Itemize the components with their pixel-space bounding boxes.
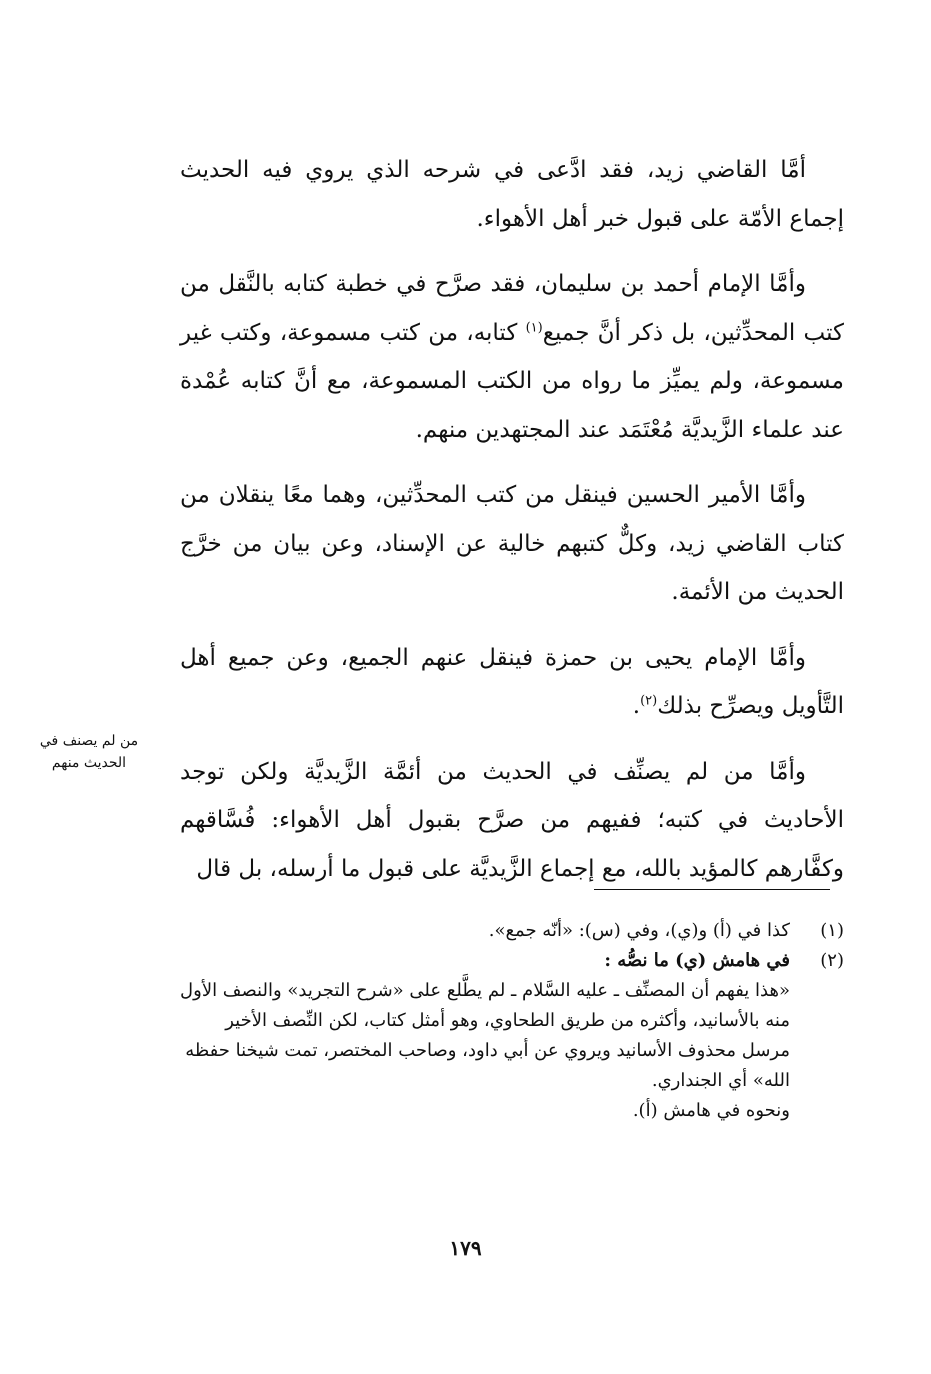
- paragraph-text: .: [632, 693, 641, 719]
- paragraph-text: وأمَّا الإمام يحيى بن حمزة فينقل عنهم الجميع، وعن جميع أهل التَّأويل ويصرِّح بذلك: [180, 644, 844, 719]
- margin-note-line: الحديث منهم: [51, 755, 127, 771]
- paragraph-text: كتابه، من كتب مسموعة، وكتب غير مسموعة، ولم يميِّز ما رواه من الكتب المسموعة، مع أنَّ كتابه عُمْدة عند علماء الزَّيديَّة مُعْتَمَد عند المجتهدين منهم.: [180, 319, 844, 443]
- margin-note-line: من لم يصنف في: [39, 733, 139, 749]
- paragraph-text: وأمَّا الإمام أحمد بن سليمان، فقد صرَّح في خطبة كتابه بالنَّقل من كتب المحدِّثين، بل ذكر أنَّ جميع: [180, 271, 844, 346]
- paragraph-1: [180, 146, 844, 243]
- footnote-number: (١): [820, 920, 844, 941]
- page-number: ١٧٩: [449, 1236, 482, 1260]
- margin-note: [14, 730, 164, 774]
- paragraph-2: [180, 260, 844, 454]
- main-text: [180, 146, 844, 893]
- paragraph-3: [180, 471, 844, 617]
- paragraph-text: وأمَّا من لم يصنِّف في الحديث من أئمَّة الزَّيديَّة ولكن توجد الأحاديث في كتبه؛ ففيهم من صرَّح بقبول أهل الأهواء: فُسَّاقهم وكفَّارهم كالمؤيد بالله، مع إجماع الزَّيديَّة على قبول ما أرسله، بل قال: [180, 758, 844, 882]
- footnote-ref-1: (١): [525, 319, 543, 335]
- footnote-number: (٢): [820, 950, 844, 971]
- footnote-heading: في هامش (ي) ما نصُّه :: [604, 950, 790, 971]
- paragraph-5: [180, 748, 844, 894]
- footnote-text: كذا في (أ) و(ي)، وفي (س): «أنّه جمع».: [488, 920, 790, 941]
- footnote-divider: [594, 889, 830, 890]
- footnote-2: [180, 946, 844, 976]
- footnote-ref-2: (٢): [640, 693, 658, 709]
- footnotes: [180, 916, 844, 1126]
- footnote-quote: «هذا يفهم أن المصنِّف ـ عليه السَّلام ـ لم يطَّلع على «شرح التجريد» والنصف الأول منه بالأسانيد، وأكثره من طريق الطحاوي، وهو أمثل كتاب، لكن النِّصف الأخير مرسل محذوف الأسانيد ويروي عن أبي داود، وصاحب المختصر، تمت شيخنا حفظه الله» أي الجنداري.: [180, 980, 790, 1091]
- footnote-1: [180, 916, 844, 946]
- paragraph-4: [180, 634, 844, 731]
- paragraph-text: وأمَّا الأمير الحسين فينقل من كتب المحدِّثين، وهما معًا ينقلان من كتاب القاضي زيد، وكلٌّ كتبهم خالية عن الإسناد، وعن بيان من خرَّج الحديث من الأئمة.: [180, 482, 844, 605]
- footnote-extra: ونحوه في هامش (أ).: [632, 1100, 790, 1121]
- paragraph-text: أمَّا القاضي زيد، فقد ادَّعى في شرحه الذي يروي فيه الحديث إجماع الأمّة على قبول خبر أهل الأهواء.: [180, 157, 844, 232]
